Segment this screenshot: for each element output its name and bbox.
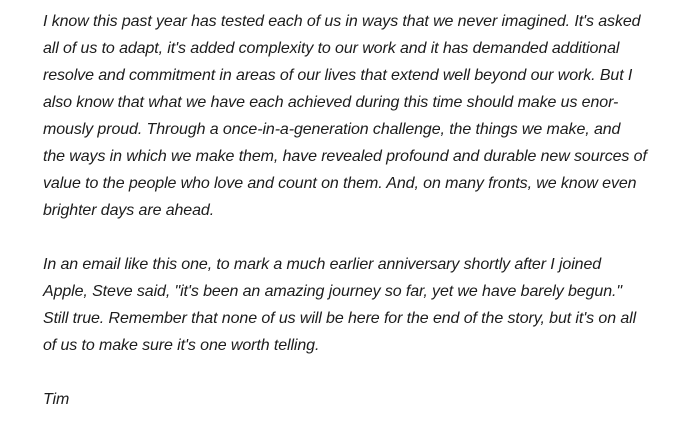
letter-line: also know that what we have each achieved during this time should make us enor- xyxy=(43,94,619,111)
signature: Tim xyxy=(43,391,70,408)
letter-line: brighter days are ahead. xyxy=(43,202,215,219)
letter-paragraph-2 xyxy=(43,251,670,359)
letter-line: all of us to adapt, it's added complexity to our work and it has demanded additional xyxy=(43,40,620,57)
letter-line: I know this past year has tested each of us in ways that we never imagined. It's asked xyxy=(43,13,641,30)
letter-line: of us to make sure it's one worth telling. xyxy=(43,337,320,354)
letter-line: Still true. Remember that none of us will be here for the end of the story, but it's on all xyxy=(43,310,637,327)
letter-line: value to the people who love and count on them. And, on many fronts, we know even xyxy=(43,175,637,192)
letter-line: mously proud. Through a once-in-a-generation challenge, the things we make, and xyxy=(43,121,621,138)
letter-line: Apple, Steve said, "it's been an amazing journey so far, yet we have barely begun." xyxy=(43,283,622,300)
letter-paragraph-1 xyxy=(43,8,670,224)
letter-line: the ways in which we make them, have revealed profound and durable new sources of xyxy=(43,148,647,165)
letter-line: In an email like this one, to mark a much earlier anniversary shortly after I joined xyxy=(43,256,602,273)
letter-line: resolve and commitment in areas of our lives that extend well beyond our work. But I xyxy=(43,67,633,84)
